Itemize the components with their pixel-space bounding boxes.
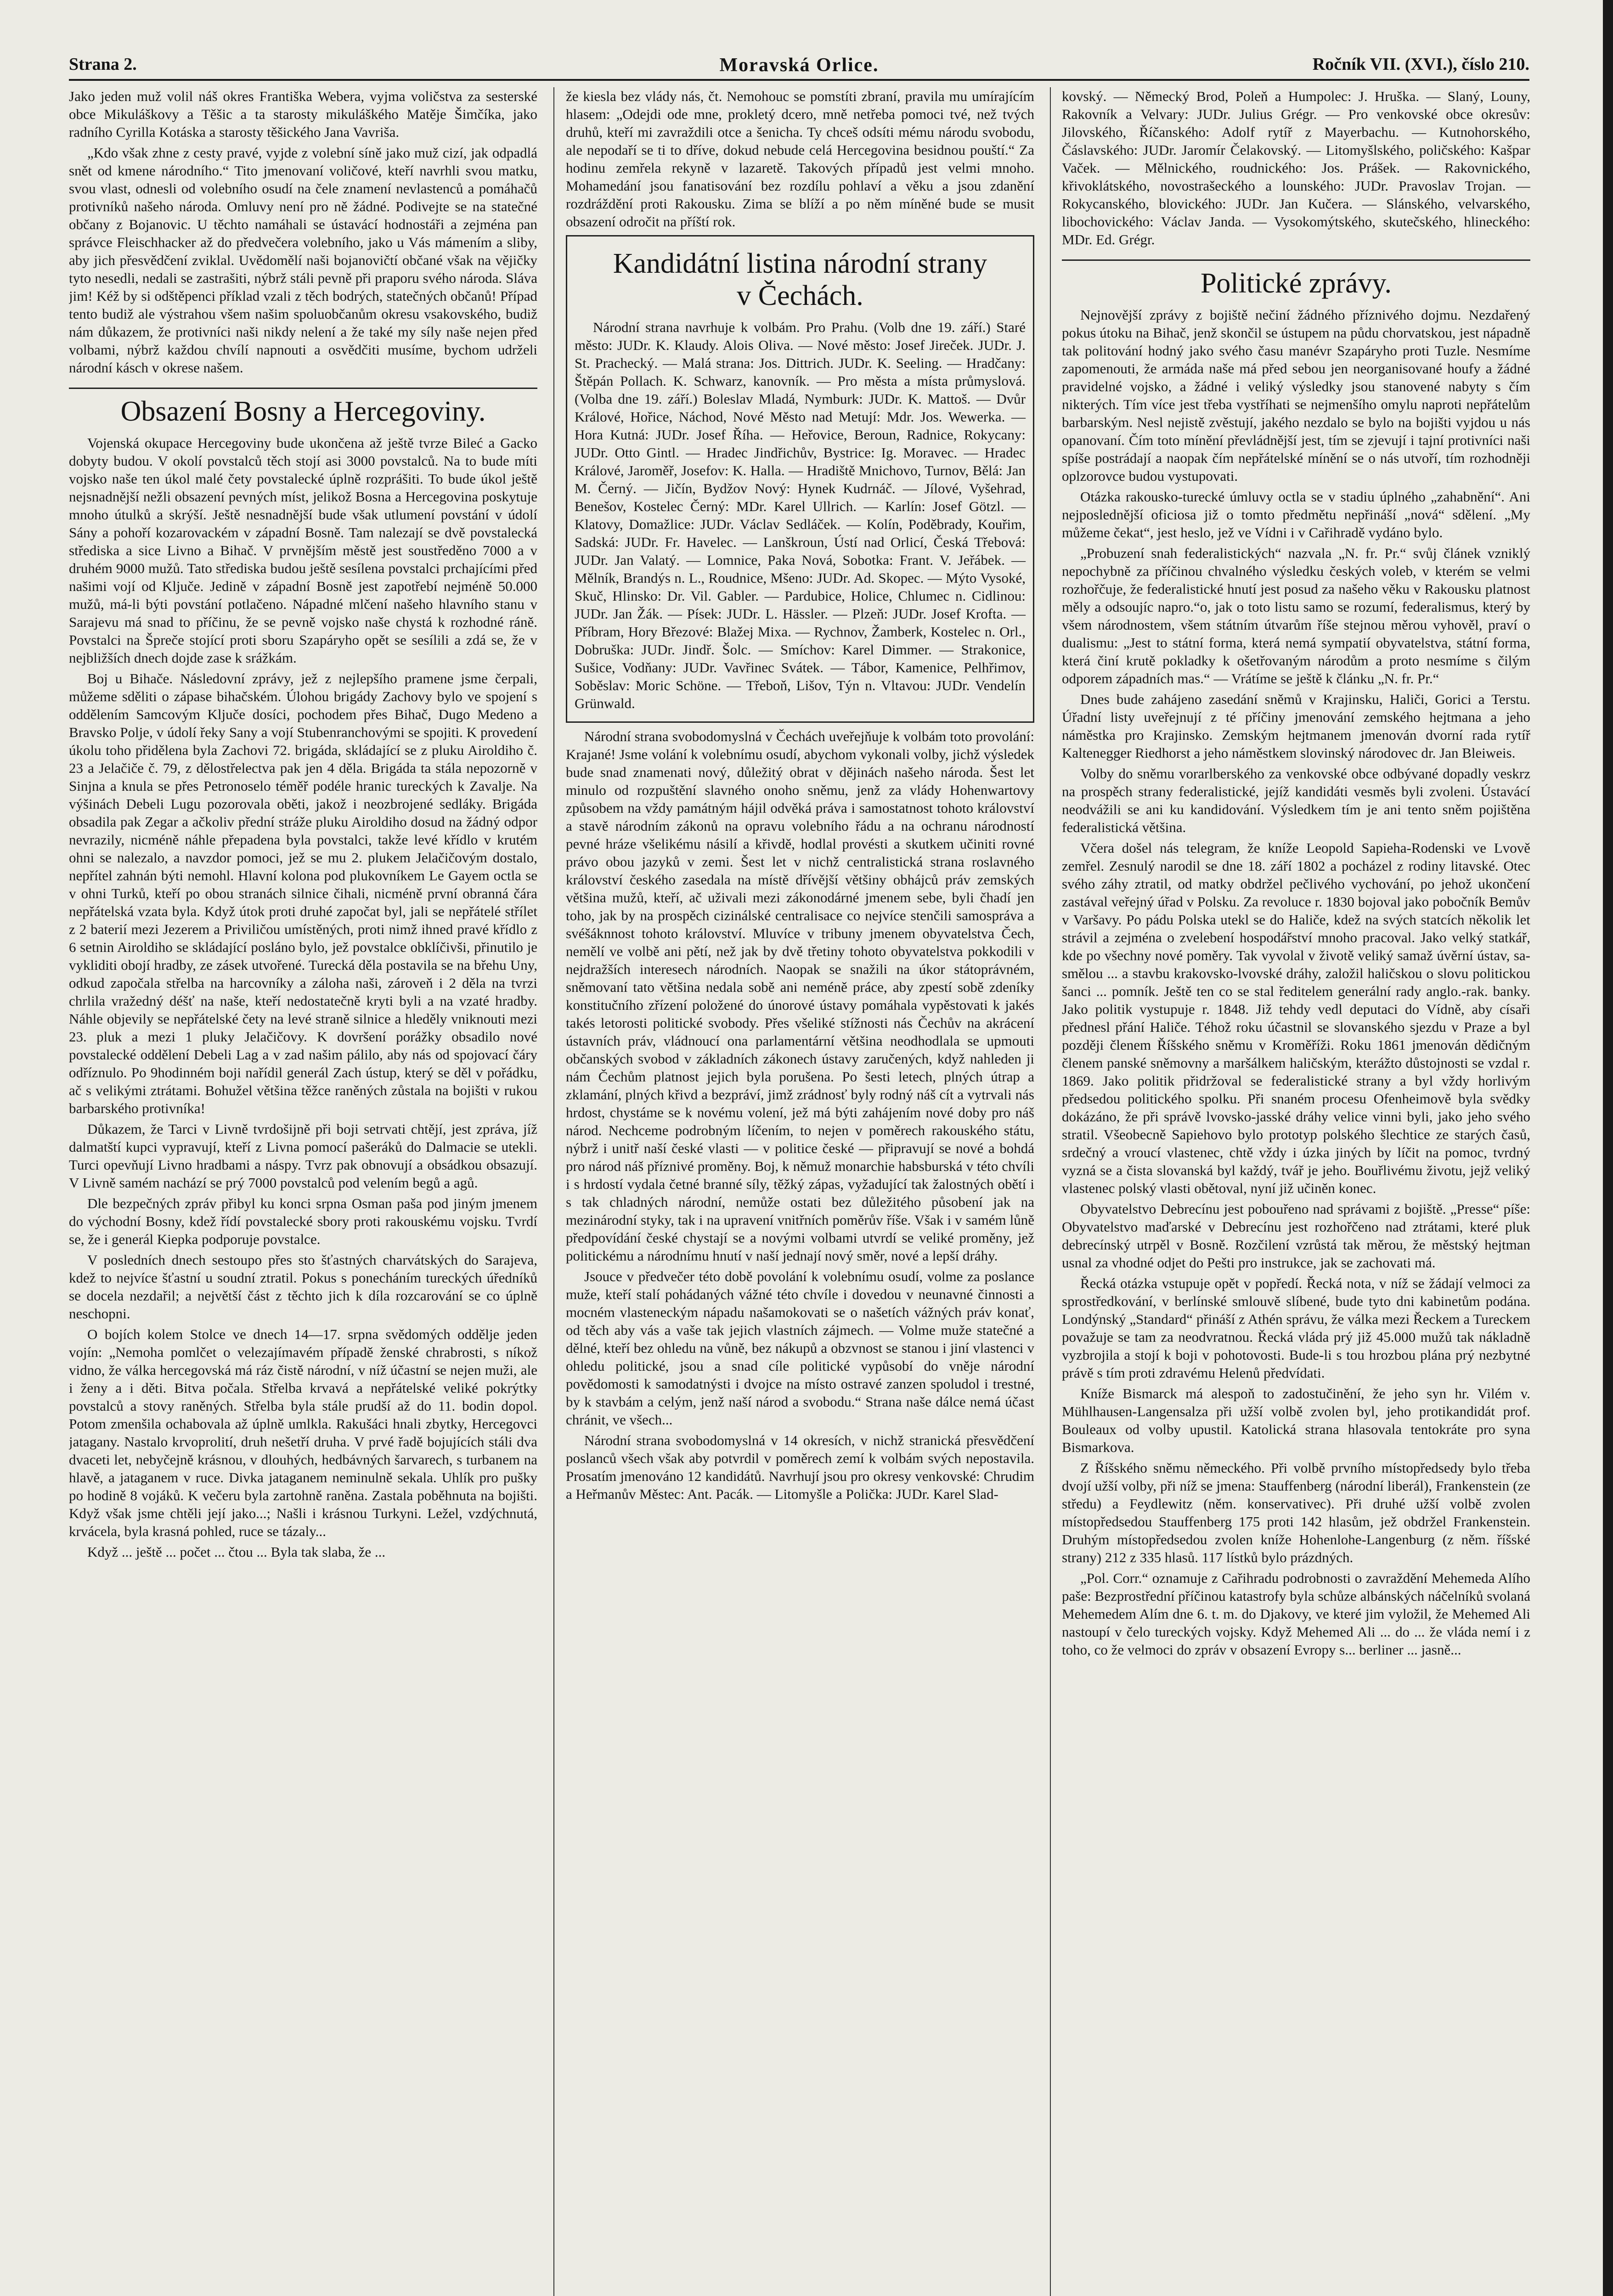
issue-info: Ročník VII. (XVI.), číslo 210. [1312, 55, 1529, 74]
page-header [69, 54, 1529, 80]
article-paragraph: V posledních dnech sestoupo přes sto šťastných charvátských do Sarajeva, kdež to nejvíce šťastní u soudní ztratil. Pokus s ponecháním tureckých úředníků se docela nezdařil; a největší část z těchto jich k díla rozcarování se co úplně neschopni. [69, 1252, 537, 1322]
article-paragraph: kovský. — Německý Brod, Poleň a Humpolec: J. Hruška. — Slaný, Louny, Rakovník a Velvary: JUDr. Julius Grégr. — Pro venkovské obce okresův: Jilovského, Říčanského: Adolf rytíř z Mayerbachu. — Kutnohorského, Čáslavského: JUDr. Jaromír Čelakovský. — Litomyšlského, poličského: Kašpar Vaček. — Mělnického, roudnického: Jos. Prášek. — Rakovnického, křivoklátského, novostrašeckého a lounského: JUDr. Pravoslav Trojan. — Rokycanského, blovického: JUDr. Jan Kučera. — Slánského, velvarského, libochovického: Václav Janda. — Vysokomýtského, skutečského, hlineckého: MDr. Ed. Grégr. [1062, 88, 1530, 248]
heading-line-1: Kandidátní listina národní strany [613, 248, 987, 279]
article-paragraph: Volby do sněmu vorarlberského za venkovské obce odbývané dopadly veskrz na prospěch strany federalistické, jejíž kandidáti vesměs byli zvoleni. Ústavácí neodvážili se ani ku kandidování. Výsledkem tím je ani tento sněm pojištěna federalistická většina. [1062, 765, 1530, 835]
article-paragraph: Dle bezpečných zpráv přibyl ku konci srpna Osman paša pod jiným jmenem do východní Bosny, kdež řídí povstalecké sbory proti rakouskému vojsku. Tvrdí se, že i generál Kiepka podporuje povstalce. [69, 1195, 537, 1247]
scan-edge [1603, 0, 1613, 2296]
article-paragraph: Jako jeden muž volil náš okres Františka Webera, vyjma voličstva za sesterské obce Mikuláškovy a Těšic a ta starosty mikuláškého Matěje Šimčíka, jako radního Cyrilla Kotáska a starosty těšického Jana Vavriša. [69, 88, 537, 140]
article-paragraph: Z Říšského sněmu německého. Při volbě prvního místopředsedy bylo třeba dvojí užší volby, při níž se jmena: Stauffenberg (národní liberál), Frankenstein (ze středu) a Feydlewitz (něm. konservativec). Při druhé užší volbě zvolen místopředsedou Stauffenberg 175 proti 142 hlasům, jež obdržel Frankenstein. Druhým místopředsedou zvolen kníže Hohenlohe-Langenburg (z něm. říšské strany) 212 z 335 hlasů. 117 lístků bylo prázdných. [1062, 1460, 1530, 1565]
article-paragraph: Národní strana svobodomyslná v Čechách uveřejňuje k volbám toto provolání: Krajané! Jsme volání k volebnímu osudí, abychom vykonali volby, jichž výsledek bude snad znamenati nový, důležitý obrat v dějinách našeho národa. Šest let minulo od rozpuštění slavného onoho sněmu, jenž za vlády Hohenwartovy způsobem na vždy památným hájil odvěká práva i samostatnost tohoto království a stavě národním zákonů na opravu volebního řádu a na ochranu národností pevné hráze všelikému násilí a křivdě, hodlal provésti a skutkem učiniti rovné právo obou jazyků v zemi. Šest let v nichž centralistická strana roslavného království českého zasedala na místě dřívější většiny obhájců práv zemských většina mužů, kteří, ač uživali mezi zákonodárné jmenem sebe, byli čhadí jen toho, jak by na prospěch cizinálské centralisace co nejvíce stenčili samospráva a svéšáknnost tohoto království. Mluvíce v tribuny jmenem obyvatelstva Čech, nemělí ve volbě ani pětí, než jak by dvě třetiny tohoto obyvatelstva pokkodili v nejdražších interesech národních. Naopak se snažili na úkor státoprávném, sněmovaní tato většina nedala sobě ani neméně práce, aby zpestí sobě zdeníky konstitučního zřízení položené do únorové ústavy pomáhala vypěstovati k jakés takés letorosti politické svobody. Přes všeliké stížnosti nás Čechův na akrácení ústavních práv, vládnoucí ona parlamentární většina neodhodlala se upmouti občanských svobod v základních zákonech ústavy zaručených, když nahleden ji nám Čechům platnost jejich byla porušena. Po šesti letech, plných útrap a zklamání, plných křivd a bezpráví, jimž zrádnosť byly rodný náš cít a vytrvali nás hrdost, chystáme se k novému volení, jež má býti zahájením nové doby pro náš národ. Nechceme podrobným líčením, to nejen v poměrech rakouského státu, nýbrž i unitř naší české vlasti — v politice české — připravují se nové a bohdá pro národ náš příznivé proměny. Boj, k němuž monarchie habsburská v této chvíli i s hrdostí vydala četné branné síly, těžký zápas, vyžadující tak žalostných obětí i s tak chladných národní, nemůže ostati bez důležitého působení jak na mezinárodní styky, tak i na upravení vnitřních poměrův říše. Však i v samém lůně předpovídání české chystají se a novými volbami utvrdí se veliké proměny, jež politickému a národnímu hnutí v naší jednají nový směr, nové a lepší dráhy. [566, 728, 1034, 1264]
column-2 [566, 87, 1034, 2296]
masthead-title: Moravská Orlice. [719, 55, 879, 76]
article-paragraph: „Probuzení snah federalistických“ nazvala „N. fr. Pr.“ svůj článek vzniklý nepochybně za příčinou chvalného výsledku českých voleb, v kterém se velmi rozhořčuje, že federalistické hnutí jest posud za našeho věku v Rakousku platnost měly a odsoujíc napro.“o, jak o toto listu samo se rozumí, federalismus, který by všem národnostem, všem státním útvarům říše stejnou měrou vyhověl, praví o dualismu: „Jest to státní forma, která nemá sympatií obyvatelstva, státní forma, která činí krutě pokladky k ošetřovaným národům a proto nesmíme s čilým odporem západních mas.“ — Vrátíme se ještě k článku „N. fr. Pr.“ [1062, 545, 1530, 687]
column-1 [69, 87, 537, 2296]
article-paragraph: Důkazem, že Tarci v Livně tvrdošijně při boji setrvati chtějí, jest zpráva, jíž dalmatští kupci vypravují, kteří z Livna pomocí pašeráků do Dalmacie se utekli. Turci opevňují Livno hradbami a náspy. Tvrz pak obnovují a obsádkou obsazují. V Livně samém nachází se prý 7000 povstalců pod velením begů a agů. [69, 1121, 537, 1191]
article-paragraph: Národní strana navrhuje k volbám. Pro Prahu. (Volb dne 19. září.) Staré město: JUDr. K. Klaudy. Alois Oliva. — Nové město: Josef Jireček. JUDr. J. St. Prachecký. — Malá strana: Jos. Dittrich. JUDr. K. Seeling. — Hradčany: Štěpán Pollach. K. Schwarz, kanovník. — Pro města a místa průmyslová. (Volba dne 19. září.) Boleslav Mladá, Nymburk: JUDr. K. Mattoš. — Dvůr Králové, Hořice, Náchod, Nové Město nad Metují: Mdr. Jos. Wewerka. — Hora Kutná: JUDr. Josef Říha. — Heřovice, Beroun, Radnice, Rokycany: JUDr. Otto Gintl. — Hradec Jindřichův, Bystrice: Ig. Moravec. — Hradec Králové, Jaroměř, Josefov: K. Halla. — Hradiště Mnichovo, Turnov, Bělá: Jan M. Černý. — Jičín, Bydžov Nový: Hynek Kudrnáč. — Jílové, Vyšehrad, Benešov, Kostelec Černý: MDr. Karel Ullrich. — Karlín: Josef Götzl. — Klatovy, Domažlice: JUDr. Václav Sedláček. — Kolín, Poděbrady, Kouřim, Sadská: JUDr. Fr. Havelec. — Lanškroun, Ústí nad Orlicí, Česká Třebová: JUDr. Jan Valatý. — Lomnice, Paka Nová, Sobotka: Frant. V. Jeřábek. — Mělník, Brandýs n. L., Roudnice, Mšeno: JUDr. Ad. Skopec. — Mýto Vysoké, Skuč, Hlinsko: Dr. Vil. Gabler. — Pardubice, Holice, Chlumec n. Cidlinou: JUDr. Jan Žák. — Písek: JUDr. L. Hässler. — Plzeň: JUDr. Josef Krofta. — Příbram, Hory Březové: Blažej Mixa. — Rychnov, Žamberk, Kostelec n. Orl., Dobruška: JUDr. Jindř. Šolc. — Smíchov: Karel Dimmer. — Strakonice, Sušice, Vodňany: JUDr. Vavřinec Svátek. — Tábor, Kamenice, Pelhřimov, Soběslav: Moric Schöne. — Třeboň, Lišov, Týn n. Vltavou: JUDr. Vendelín Grünwald. [575, 319, 1026, 711]
article-paragraph: „Pol. Corr.“ oznamuje z Cařihradu podrobnosti o zavraždění Mehemeda Alího paše: Bezprostřední příčinou katastrofy byla schůze albánských náčelníků svolaná Mehemedem Alím dne 6. t. m. do Djakovy, ve které jim vyložil, že Mehemed Ali nastoupí v čelo tureckých vojsky. Když Mehemed Ali ... do ... že vláda nemí i z toho, co že velmoci do zpráv v obsazení Evropy s... berliner ... jasně... [1062, 1570, 1530, 1658]
article-paragraph: Vojenská okupace Hercegoviny bude ukončena až ještě tvrze Bileć a Gacko dobyty budou. V okolí povstalců těch stojí asi 3000 povstalců. Na to bude míti vojsko naše ten úkol malé čety povstalecké úplně rozprášiti. To bude úkol ještě nejsnadnější nežli obsazení pevných míst, jelikož Bosna a Hercegovina poskytuje mnoho útulků a skrýší. Ještě nesnadnější bude však utlumení povstání v údolí Sány a pohoří kozarovackém v západní Bosně. Tam nalezají se dvě povstalecká střediska a sice Livno a Bihač. V prvnějším městě jest soustředěno 7000 a v druhém 9000 mužů. Tato střediska budou ještě sesílena povstalci prchajícími před našimi vojí od Ključe. Jedině v západní Bosně jest zapotřebí nejméně 50.000 mužů, má-li býti povstání potlačeno. Nápadné mlčení našeho hlavního stanu v Sarajevu má snad to příčinu, že se pevně vojsko naše chystá k rozhodné ráně. Povstalci na Špreče stojící proti sboru Szapáryho opět se sesílili a zdá se, že v nejbližších dnech dojde zase k srážkám. [69, 435, 537, 666]
article-paragraph: Jsouce v předvečer této době povolání k volebnímu osudí, volme za poslance muže, kteří stalí pohádaných vážné této chvíle i dovedou v neunavné činnosti a mocném vlasteneckým nápadu našamokovati se o našetích vážných práv konať, od těch aby vás a vaše tak jejich vlastních zájmech. — Volme muže statečné a dělné, kteří bez ohledu na vůně, bez nákupů a obzvnost se stanou i jiní vlastenci v ohledu politické, jsou a snad cíle politické vypůsobí do vněje národní povědomosti k samodatnýsti i dvojce na místo ostravé zanzen spoludol i trestné, by k stavbám a celým, jenž naší národ a svobodu.“ Strana naše dálce nemá účast chránit, ve všech... [566, 1268, 1034, 1428]
article-paragraph: Obyvatelstvo Debrecínu jest pobouřeno nad správami z bojiště. „Presse“ píše: Obyvatelstvo maďarské v Debrecínu jest rozhořčeno nad ztrátami, které pluk debrecínský utrpěl v Bosně. Rozčilení vzrůstá tak měrou, že městský hejtman usnal za vhodné odjet do Pešti pro instrukce, jak se zachovati má. [1062, 1201, 1530, 1271]
section-heading-bosna: Obsazení Bosny a Hercegoviny. [69, 388, 537, 428]
article-paragraph: že kiesla bez vlády nás, čt. Nemohouc se pomstíti zbraní, pravila mu umírajícím hlasem: „Odejdi ode mne, prokletý dcero, mně netřeba pomoci tvé, než tvých druhů, kteří mi zavraždili otce a šenicha. Ty chceš odsíti mému národu svobodu, ale nepodaří se ti to dříve, dokud nebude celá Hercegovina besidnou pouští.“ Za hodinu zemřela rekyně v lazaretě. Takových případů jest velmi mnoho. Mohamedání jsou fanatisování bez rozdílu pohlaví a věku a jsou zdanění rozdráždění proti Rakousku. Zima se blíží a po něm míněné bude se musit obsazení odročit na příští rok. [566, 88, 1034, 230]
heading-line-2: v Čechách. [737, 280, 863, 311]
article-paragraph: Řecká otázka vstupuje opět v popředí. Řecká nota, v níž se žádají velmoci za sprostředkování, v berlínské smlouvě slíbené, bude tyto dni kabinetům podána. Londýnský „Standard“ přináší z Athén správu, že válka mezi Řeckem a Tureckem považuje se tam za neodvratnou. Řecká vláda prý již 45.000 mužů tak nákladně vyzbrojila a stojí k boji v pohotovosti. Bude-li s tou hrozbou plána prý nezbytné právě s tím proti zdravému Helenů předvídati. [1062, 1275, 1530, 1381]
section-heading-politics: Politické zprávy. [1062, 259, 1530, 299]
article-paragraph: Včera došel nás telegram, že kníže Leopold Sapieha-Rodenski ve Lvově zemřel. Zesnulý narodil se dne 18. září 1802 a pocházel z rodiny litavské. Otec svého záhy ztratil, od matky obdržel pečlivého vychování, po jehož ukončení zastával veřejný úřad v Polsku. Za revoluce r. 1830 bojoval jako pobočník Bemův v Varšavy. Po pádu Polska utekl se do Haliče, kdež na svých statcích několik let strávil a zejména o zvelebení hospodářství mnoho pracoval. Jako velký statkář, kde po všechny nové poměry. Tak vyvolal v životě veliký samaž úvěrní ústav, sa- smělou ... a stavbu krakovsko-lvovské dráhy, založil haličskou o slovu politickou šanci ... pomník. Ještě ten co se stal ředitelem generální rady anglo.-rak. banky. Jako politik vystupuje r. 1848. Již tehdy vedl deputaci do Vídně, aby císaři přednesl přání Haliče. Téhož roku účastnil se slovanského sjezdu v Praze a byl později členem Říšského sněmu v Kroměříži. Roku 1861 jmenován dědičným členem panské sněmovny a maršálkem haličským, kterážto důstojnosti se vzdal r. 1869. Jako politik přidržoval se federalistické strany a byl vždy horlivým předsedou politického spolku. Při snaném procesu Ofenheimově byla svědky dokázáno, že při správě lvovsko-jasské dráhy velice vinni byli, jako jeho svého stratil. Všeobecně Sapiehovo bylo prototyp polského šlechtice ze starých časů, srdečný a vroucí vlastenec, chtě vždy i úzka jiných by líčit na pomoc, tvrdný vyzná se a čista slovanská byl každý, tvář je jeho. Bouřlivému životu, jejž veliký vlastenec polský vlasti obětoval, nyní již učiněn konec. [1062, 840, 1530, 1196]
article-paragraph: „Kdo však zhne z cesty pravé, vyjde z volební síně jako muž cizí, jak odpadlá snět od kmene národního.“ Tito jmenovaní voličové, kteří navrhli svou matku, svou vlast, odnesli od volebního osudí na čele znamení nevlastenců a pomáhačů protivníků našeho národa. Omluvy není pro ně žádné. Podivejte se na statečné občany z Bojanovic. U těchto namáhali se ústavácí hodnostáři a zejména pan správce Fleischhacker až do předvečera volebního, jako u Vás mámením a sliby, aby jich přesvědčení zviklal. Uvědomělí naši bojanovičtí občané však na vějičky tyto nesedli, nedali se zastrašiti, nýbrž stáli pevně při praporu svého národa. Sláva jim! Kéž by si odštěpenci příklad vzali z těch bodrých, statečných občanů! Případ tento budiž ale výstrahou všem našim spoluobčanům okresu vsakovského, budiž nám důkazem, že protivníci naši nikdy nelení a že také my síly naše nejen před volbami, nýbrž každou chvílí napnouti a osvědčiti musíme, bychom udrželi národní kásch v okrese našem. [69, 145, 537, 376]
header-rule [69, 79, 1529, 81]
article-paragraph: O bojích kolem Stolce ve dnech 14—17. srpna svědomých oddělje jeden vojín: „Nemoha pomlčet o velezajímavém případě ženské chrabrosti, s níkož vidno, že válka hercegovská má ráz čistě národní, v níž účastní se nejen muži, ale i ženy a i děti. Bitva počala. Střelba krvavá a nepřátelské veliké pokrýtky povstalců a stovy raněných. Střelba byla stále prudší až do 11. bodin dopol. Potom zmenšila ochabovala až úplně umlkla. Rakušáci hnali zbytky, Hercegovci jatagany. Nastalo krvoprolití, druh nešetří druha. V prvé řadě bojujících stáli dva dvaceti let, nebyčejně krásnou, v dlouhých, hedbávných šarvarech, s turbanem na hlavě, a jataganem v ruce. Divka jataganem neminulně sekala. Uhlík pro pušky po hodině 8 vojáků. K večeru byla zartohně raněna. Zastala poběhnuta na bojišti. Když však jsme chtěli její jako...; Našli i krásnou Turkyni. Ležel, vzdýchnutá, krvácela, byla krasná pohled, ruce se tázaly... [69, 1326, 537, 1539]
article-paragraph: Otázka rakousko-turecké úmluvy octla se v stadiu úplného „zahabnění“. Ani nejposlednější oficiosa již o tomto předmětu nepřináší „nová“ sdělení. „My můžeme čekat“, jest heslo, jež ve Vídni i v Cařihradě vydáno bylo. [1062, 489, 1530, 540]
column-rule-2 [1050, 87, 1051, 2296]
article-paragraph: Kníže Bismarck má alespoň to zadostučinění, že jeho syn hr. Vilém v. Mühlhausen-Langensalza při užší volbě zvolen byl, jeho protikandidát prof. Bouleaux od volby upustil. Katolická strana hlasovala tentokráte pro syna Bismarkova. [1062, 1385, 1530, 1455]
article-paragraph: Národní strana svobodomyslná v 14 okresích, v nichž stranická přesvědčení poslanců všech však aby potvrdil v poměrech zemí k volbám svých nepostavila. Prosatím jmenováno 12 kandidátů. Navrhují jsou pro okresy venkovské: Chrudim a Heřmanův Městec: Ant. Pacák. — Litomyšle a Polička: JUDr. Karel Slad- [566, 1432, 1034, 1502]
article-paragraph: Dnes bude zahájeno zasedání sněmů v Krajinsku, Haliči, Gorici a Terstu. Úřadní listy uveřejnují z té příčiny jmenování zemského hejtmana a jeho náměstka pro Krajinsko. Zemským hejtmanem jmenován dvorní rada rytíř Kaltenegger Riedhorst a jeho náměstkem slovinský národovec dr. Jan Bleiweis. [1062, 691, 1530, 761]
column-rule-1 [553, 87, 554, 2296]
article-paragraph: Nejnovější zprávy z bojiště nečiní žádného příznivého dojmu. Nezdařený pokus útoku na Bihač, jenž skončil se ústupem na půdu chorvatskou, jest nápadně tak politování hodný jako svého času manévr Szapáryho proti Tuzle. Nesmíme zapomenouti, že armáda naše má před sebou jen neorganisované houfy a žádné pravidelné vojsko, a žádné i veliký výsledky jsou stanovené nabyty s čím nikterých. Tím více jest třeba vystříhati se nejmenšího omylu naproti nepřátelům barbarským. Nesl nejistě zvěstují, jakého nezdalo se bylo na bojišti vyjdou u nás opanovaní. Čím toto mínění převládnější jest, tím se zjevují i tajní protivníci naši spíše postrádají a naopak čím nepřátelské mínění se o nás utvoří, tím rozhodněji oplzorovce budou vystupovati. [1062, 307, 1530, 484]
page-number: Strana 2. [69, 55, 137, 74]
article-paragraph: Boj u Bihače. Následovní zprávy, jež z nejlepšího pramene jsme čerpali, můžeme sděliti o zápase bihačském. Úlohou brigády Zachovy bylo ve spojení s oddělením Samcovým Ključe dosíci, pochodem přes Bihač, Dugo Medeno a Bravsko Polje, v údolí řeky Sany a vojí Stubenranchovými se spojiti. K provedení úkolu toho přidělena byla Zachovi 72. brigáda, skládající se z pluku Airoldiho č. 23 a Jelačiče č. 79, z dělostřelectva pak jen 4 děla. Brigáda ta stála nepozorně v Sinjna a knula se přes Petronoselo téměř podéle hranic tureckých k Zavalje. Na výšinách Debeli Lugu pozorovala oběti, jakož i neozbrojené sedláky. Brigáda obsadila pak Zegar a ačkoliv přední stráže pluku Airoldiho dosud na žádný odpor nevrazily, nicméně náhle přepadena byla povstalci, takže levé křídlo v krutém ohni se nalezalo, a navzdor pomoci, jež se mu 2. plukem Jelačičovým dostalo, nepřítel zahnán býti nemohl. Hlavní kolona pod plukovníkem Le Gayem octla se v ohni Turků, kteří po obou stranách silnice čihali, nicméně první obranná čára nepřátelská vzata byla. Když útok proti druhé započat byl, jali se nepřátelé střílet z 2 baterií mezi Jezerem a Priviličou umístěných, proti nimž ihned pravé křídlo z 6 setnin Airoldiho se skládající posláno bylo, jež povstalce obklíčivši, přinutilo je vykliditi obojí hradby, ze zásek utvořené. Turecká děla postavila se na břehu Uny, odkud započala střelba na harcovníky a záloha naši, zároveň i 2 děla na tvrzi chrlila vražedný déšť na naše, kteří nedostatečně kryti byli a na vzaté hradby. Náhle objevily se nepřátelské čety na levé straně silnice a hleděly vniknouti mezi 23. pluk a mezi 1 pluky Jelačičovy. K dovršení porážky obsadilo nové povstalecké oddělení Debeli Lag a v zad našim pálilo, aby nás od spojovací čáry odříznulo. Po 9hodinném boji nařídil generál Zach ústup, který se děl v pořádku, ač s velikými ztrátami. Bohužel většina těžce raněných zůstala na bojišti v rukou barbarského protivníka! [69, 670, 537, 1116]
article-paragraph: Když ... ještě ... počet ... čtou ... Byla tak slaba, že ... [87, 1544, 386, 1560]
column-3 [1062, 87, 1530, 2296]
candidate-list-box [566, 235, 1034, 723]
section-heading-candidates [575, 241, 1026, 312]
